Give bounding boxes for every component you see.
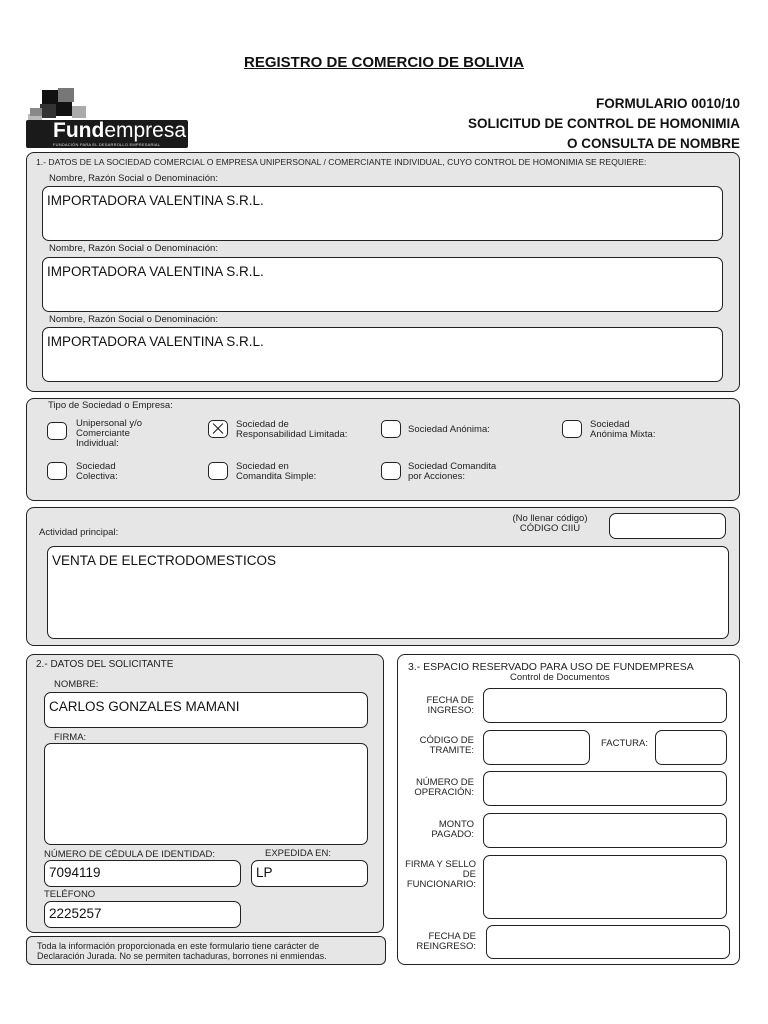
applicant-name-field[interactable]: CARLOS GONZALES MAMANI: [44, 692, 368, 728]
option-sa-label: Sociedad Anónima:: [408, 424, 490, 435]
option-srl-label: Sociedad de Responsabilidad Limitada:: [236, 419, 348, 440]
fecha-reingreso-field[interactable]: [486, 925, 730, 959]
signature-label: FIRMA:: [54, 732, 87, 743]
section-company-type: [26, 398, 740, 501]
firma-sello-label: FIRMA Y SELLO DE FUNCIONARIO:: [405, 859, 476, 890]
codigo-tramite-label: CÓDIGO DE TRAMITE:: [419, 735, 474, 756]
section1-title: 1.- DATOS DE LA SOCIEDAD COMERCIAL O EMPRESA UNIPERSONAL / COMERCIANTE INDIVIDUAL, CUYO CONTROL DE HOMONIMIA SE REQUIERE:: [36, 157, 647, 167]
section3-subtitle: Control de Documentos: [510, 672, 610, 683]
form-code-block: [468, 94, 740, 154]
numero-operacion-field[interactable]: [483, 771, 727, 806]
checkbox-sa-mixta[interactable]: [562, 420, 582, 438]
form-code-line: FORMULARIO 0010/10: [595, 96, 740, 111]
fecha-ingreso-label: FECHA DE INGRESO:: [426, 695, 474, 716]
id-number-label: NÚMERO DE CÉDULA DE IDENTIDAD:: [44, 849, 216, 860]
fecha-ingreso-field[interactable]: [483, 688, 727, 723]
form-code-line: SOLICITUD DE CONTROL DE HOMONIMIA: [468, 116, 740, 131]
name-label-2: Nombre, Razón Social o Denominación:: [49, 243, 218, 254]
name-label-3: Nombre, Razón Social o Denominación:: [49, 314, 218, 325]
issued-in-label: EXPEDIDA EN:: [265, 848, 331, 859]
option-unipersonal-label: Unipersonal y/o Comerciante Individual:: [76, 418, 143, 449]
checkbox-colectiva[interactable]: [47, 462, 67, 480]
factura-field[interactable]: [655, 730, 727, 765]
disclaimer-text: Toda la información proporcionada en este formulario tiene carácter de Declaración Jurada. No se permiten tachaduras, borrones ni enmiendas.: [37, 941, 327, 961]
page-title: REGISTRO DE COMERCIO DE BOLIVIA: [243, 54, 525, 71]
company-name-field-1[interactable]: IMPORTADORA VALENTINA S.R.L.: [42, 186, 723, 241]
option-sa-mixta-label: Sociedad Anónima Mixta:: [590, 419, 656, 440]
monto-pagado-field[interactable]: [483, 813, 727, 848]
fecha-reingreso-label: FECHA DE REINGRESO:: [416, 931, 476, 952]
section2-title: 2.- DATOS DEL SOLICITANTE: [36, 659, 174, 670]
issued-in-field[interactable]: LP: [251, 860, 368, 887]
phone-field[interactable]: 2225257: [44, 901, 241, 928]
ciiu-code-field[interactable]: [609, 513, 726, 539]
monto-pagado-label: MONTO PAGADO:: [431, 819, 474, 840]
company-type-title: Tipo de Sociedad o Empresa:: [48, 400, 173, 411]
name-label-1: Nombre, Razón Social o Denominación:: [49, 173, 218, 184]
factura-label: FACTURA:: [601, 738, 648, 749]
checkbox-sa[interactable]: [381, 420, 401, 438]
company-name-field-3[interactable]: IMPORTADORA VALENTINA S.R.L.: [42, 327, 723, 382]
logo-wordmark: Fundempresa: [26, 120, 188, 148]
option-comandita-simple-label: Sociedad en Comandita Simple:: [236, 461, 317, 482]
company-name-field-2[interactable]: IMPORTADORA VALENTINA S.R.L.: [42, 257, 723, 312]
option-colectiva-label: Sociedad Colectiva:: [76, 461, 118, 482]
applicant-name-label: NOMBRE:: [54, 679, 99, 690]
form-code-line: O CONSULTA DE NOMBRE: [567, 136, 740, 151]
checkbox-comandita-acciones[interactable]: [381, 462, 401, 480]
numero-operacion-label: NÚMERO DE OPERACIÓN:: [414, 777, 474, 798]
ciiu-note: (No llenar código) CÓDIGO CIIU: [512, 513, 588, 534]
codigo-tramite-field[interactable]: [483, 730, 590, 765]
fundempresa-logo: [26, 86, 190, 150]
main-activity-field[interactable]: VENTA DE ELECTRODOMESTICOS: [47, 546, 729, 639]
signature-box[interactable]: [44, 743, 368, 845]
checkbox-comandita-simple[interactable]: [208, 462, 228, 480]
checkbox-unipersonal[interactable]: [47, 422, 67, 440]
section3-title: 3.- ESPACIO RESERVADO PARA USO DE FUNDEMPRESA: [408, 661, 694, 673]
activity-label: Actividad principal:: [39, 527, 119, 538]
firma-sello-field[interactable]: [483, 855, 727, 919]
phone-label: TELÉFONO: [44, 889, 96, 900]
checkbox-srl[interactable]: [208, 420, 228, 438]
logo-tagline: FUNDACIÓN PARA EL DESARROLLO EMPRESARIAL: [53, 142, 161, 147]
option-comandita-acciones-label: Sociedad Comandita por Acciones:: [408, 461, 497, 482]
id-number-field[interactable]: 7094119: [44, 860, 241, 887]
